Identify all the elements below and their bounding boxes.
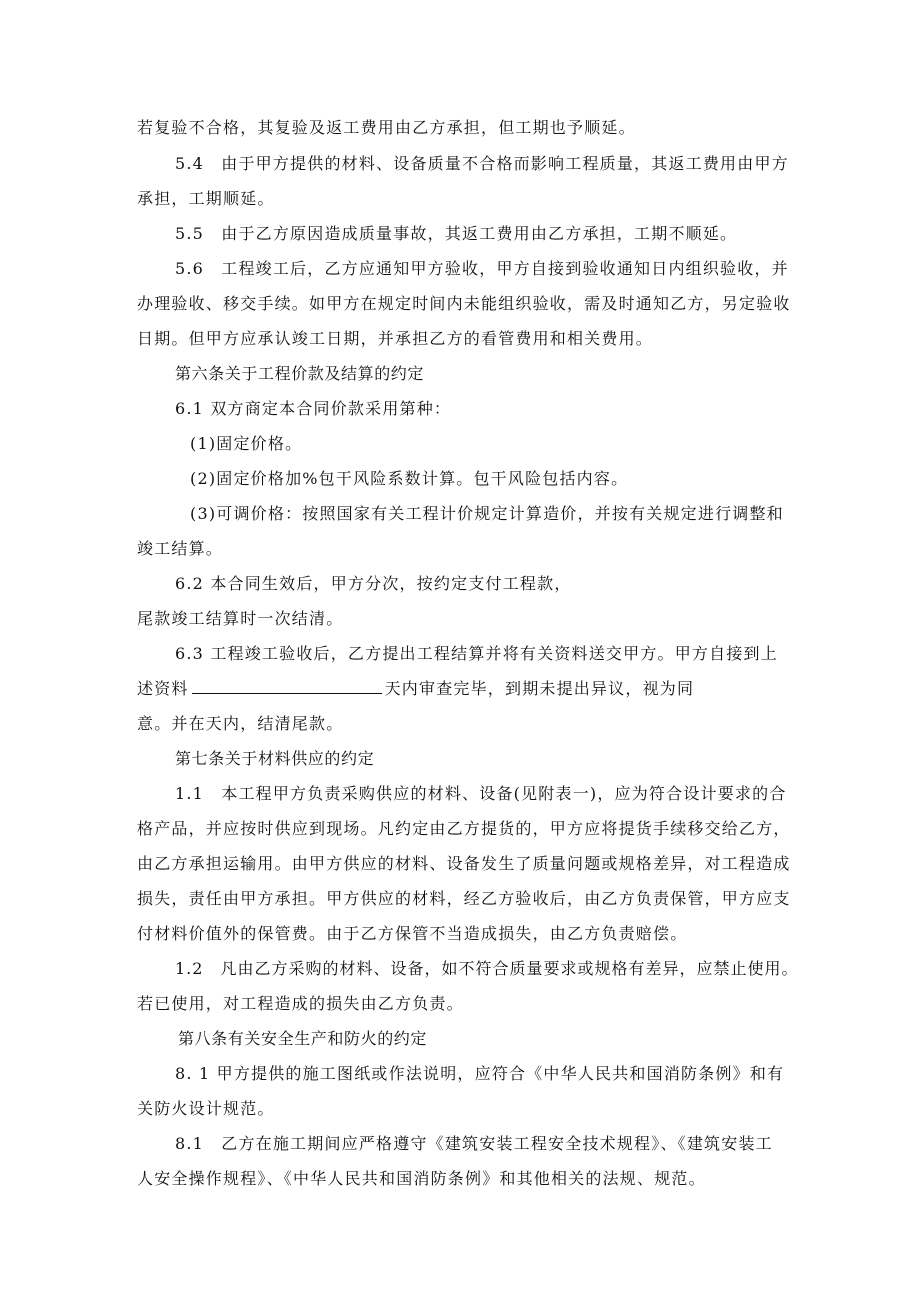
clause-5-4: 5.4 由于甲方提供的材料、设备质量不合格而影响工程质量，其返工费用由甲方	[175, 154, 789, 173]
text-line: 由乙方承担运输用。由甲方供应的材料、设备发生了质量问题或规格差异，对工程造成	[137, 854, 791, 873]
fill-in-blank	[192, 679, 382, 694]
text-line: 若已使用，对工程造成的损失由乙方负责。	[137, 994, 464, 1013]
clause-6-1: 6.1 双方商定本合同价款采用第种：	[175, 399, 452, 418]
clause-6-3: 6.3 工程竣工验收后，乙方提出工程结算并将有关资料送交甲方。甲方自接到上	[175, 644, 778, 663]
clause-8-1b: 8.1 乙方在施工期间应严格遵守《建筑安装工程安全技术规程》、《建筑安装工	[175, 1134, 773, 1153]
text-line: 关防火设计规范。	[137, 1099, 275, 1118]
text-line: 日期。但甲方应承认竣工日期，并承担乙方的看管费用和相关费用。	[137, 329, 654, 348]
text-line: 若复验不合格，其复验及返工费用由乙方承担，但工期也予顺延。	[137, 118, 636, 137]
clause-8-1a: 8. 1 甲方提供的施工图纸或作法说明，应符合《中华人民共和国消防条例》和有	[175, 1064, 785, 1083]
text-line: 尾款竣工结算时一次结清。	[137, 609, 344, 628]
text-line: 意。并在天内，结清尾款。	[137, 714, 344, 733]
article-6-heading: 第六条关于工程价款及结算的约定	[175, 364, 425, 383]
option-1: (1)固定价格。	[190, 434, 303, 453]
option-3: (3)可调价格：按照国家有关工程计价规定计算造价，并按有关规定进行调整和	[190, 504, 784, 523]
clause-5-6: 5.6 工程竣工后，乙方应通知甲方验收，甲方自接到验收通知日内组织验收，并	[175, 259, 789, 278]
text-segment: 天内审查完毕，到期未提出异议，视为同	[384, 679, 695, 698]
text-segment: 述资料	[137, 679, 189, 698]
clause-1-2: 1.2 凡由乙方采购的材料、设备，如不符合质量要求或规格有差异，应禁止使用。	[175, 959, 799, 978]
clause-5-5: 5.5 由于乙方原因造成质量事故，其返工费用由乙方承担，工期不顺延。	[175, 224, 738, 243]
clause-6-2: 6.2 本合同生效后，甲方分次，按约定支付工程款，	[175, 574, 572, 593]
option-2: (2)固定价格加%包干风险系数计算。包干风险包括内容。	[190, 469, 629, 488]
text-line: 付材料价值外的保管费。由于乙方保管不当造成损失，由乙方负责赔偿。	[137, 924, 688, 943]
text-line: 承担，工期顺延。	[137, 189, 275, 208]
article-7-heading: 第七条关于材料供应的约定	[175, 749, 375, 768]
text-line: 办理验收、移交手续。如甲方在规定时间内未能组织验收，需及时通知乙方，另定验收	[137, 294, 791, 313]
text-line: 人安全操作规程》、《中华人民共和国消防条例》和其他相关的法规、规范。	[137, 1169, 706, 1188]
clause-1-1: 1.1 本工程甲方负责采购供应的材料、设备(见附表一)，应为符合设计要求的合	[175, 784, 787, 803]
article-8-heading: 第八条有关安全生产和防火的约定	[178, 1029, 428, 1048]
text-line: 格产品，并应按时供应到现场。凡约定由乙方提货的，甲方应将提货手续移交给乙方，	[137, 819, 791, 838]
text-line: 竣工结算。	[137, 539, 224, 558]
text-line-with-blank	[137, 679, 694, 699]
text-line: 损失，责任由甲方承担。甲方供应的材料，经乙方验收后，由乙方负责保管，甲方应支	[137, 889, 791, 908]
